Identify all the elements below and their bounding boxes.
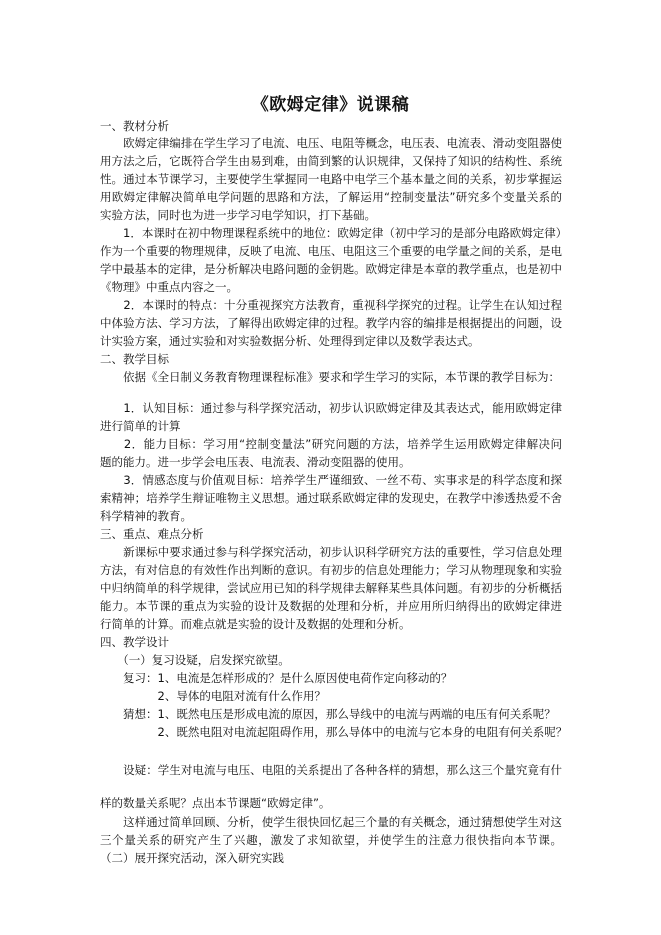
paragraph-line: 样的数量关系呢？点出本节课题“欧姆定律”。 [100, 796, 331, 810]
section-heading-key-points: 三、重点、难点分析 [100, 527, 204, 541]
review-question-1: 复习：1、电流是怎样形成的？是什么原因使电荷作定向移动的？ [100, 671, 453, 685]
paragraph-line: 题的能力。进一步学会电压表、电流表、滑动变阻器的使用。 [100, 455, 411, 469]
paragraph-line: 性。通过本节课学习，主要使学生掌握同一电路中电学三个基本量之间的关系，初步掌握运 [100, 172, 562, 186]
paragraph-line: 索精神；培养学生辩证唯物主义思想。通过联系欧姆定律的发现史，在教学中渗透热爱不舍 [100, 491, 562, 505]
paragraph-line: 方法，有对信息的有效性作出判断的意识。有初步的信息处理能力；学习从物理现象和实验 [100, 563, 562, 577]
paragraph-line: 科学精神的教育。 [100, 509, 192, 523]
paragraph-line: 实验方法，同时也为进一步学习电学知识，打下基础。 [100, 208, 376, 222]
paragraph-line: 进行简单的计算 [100, 419, 181, 433]
paragraph-line: 欧姆定律编排在学生学习了电流、电压、电阻等概念，电压表、电流表、滑动变阻器使 [100, 136, 562, 150]
paragraph-line: 用欧姆定律解决简单电学问题的思路和方法，了解运用“控制变量法”研究多个变量关系的 [100, 190, 562, 204]
paragraph-line: 1．认知目标：通过参与科学探究活动，初步认识欧姆定律及其表达式，能用欧姆定律 [100, 401, 562, 415]
paragraph-line: 设疑：学生对电流与电压、电阻的关系提出了各种各样的猜想，那么这三个量究竟有什 [100, 763, 562, 777]
paragraph-line: 学中最基本的定律，是分析解决电路问题的金钥匙。欧姆定律是本章的教学重点，也是初中 [100, 262, 562, 276]
paragraph-line: 这样通过简单回顾、分析，使学生很快回忆起三个量的有关概念，通过猜想使学生对这 [100, 815, 562, 829]
section-heading-teaching-design: 四、教学设计 [100, 635, 169, 649]
paragraph-line: 三个量关系的研究产生了兴趣，激发了求知欲望，并使学生的注意力很快指向本节课。 [100, 833, 562, 847]
paragraph-line: 新课标中要求通过参与科学探究活动，初步认识科学研究方法的重要性，学习信息处理 [100, 545, 562, 559]
paragraph-line: 中归纳简单的科学规律，尝试应用已知的科学规律去解释某些具体问题。有初步的分析概括 [100, 581, 562, 595]
section-heading-objectives: 二、教学目标 [100, 352, 169, 366]
paragraph-line: 依据《全日制义务教育物理课程标准》要求和学生学习的实际，本节课的教学目标为： [100, 370, 560, 384]
subsection-heading: （二）展开探究活动，深入研究实践 [100, 851, 284, 865]
paragraph-line: 1．本课时在初中物理课程系统中的地位：欧姆定律（初中学习的是部分电路欧姆定律） [100, 226, 568, 240]
paragraph-line: 《物理》中重点内容之一。 [100, 280, 238, 294]
paragraph-line: 3．情感态度与价值观目标：培养学生严谨细致、一丝不苟、实事求是的科学态度和探 [100, 473, 562, 487]
paragraph-line: 计实验方案，通过实验和对实验数据分析、处理得到定律以及数学表达式。 [100, 334, 480, 348]
paragraph-line: 作为一个重要的物理规律，反映了电流、电压、电阻这三个重要的电学量之间的关系，是电 [100, 244, 562, 258]
section-heading-materials: 一、教材分析 [100, 119, 169, 133]
paragraph-line: 2．本课时的特点：十分重视探究方法教育，重视科学探究的过程。让学生在认知过程 [100, 298, 562, 312]
paragraph-line: 用方法之后，它既符合学生由易到难，由简到繁的认识规律，又保持了知识的结构性、系统 [100, 154, 562, 168]
paragraph-line: 能力。本节课的重点为实验的设计及数据的处理和分析，并应用所归纳得出的欧姆定律进 [100, 599, 562, 613]
subsection-heading: （一）复习设疑，启发探究欲望。 [100, 653, 290, 667]
paragraph-line: 2．能力目标：学习用“控制变量法”研究问题的方法，培养学生运用欧姆定律解决问 [100, 437, 562, 451]
paragraph-line: 中体验方法、学习方法，了解得出欧姆定律的过程。教学内容的编排是根据提出的问题，设 [100, 316, 562, 330]
review-question-2: 2、导体的电阻对流有什么作用？ [100, 689, 326, 703]
hypothesis-1: 猜想：1、既然电压是形成电流的原因，那么导线中的电流与两端的电压有何关系呢？ [100, 707, 556, 721]
hypothesis-2: 2、既然电阻对电流起阻碍作用，那么导体中的电流与它本身的电阻有何关系呢？ [100, 725, 568, 739]
paragraph-line: 行简单的计算。而难点就是实验的设计及数据的处理和分析。 [100, 617, 411, 631]
document-title: 《欧姆定律》说课稿 [251, 95, 410, 115]
